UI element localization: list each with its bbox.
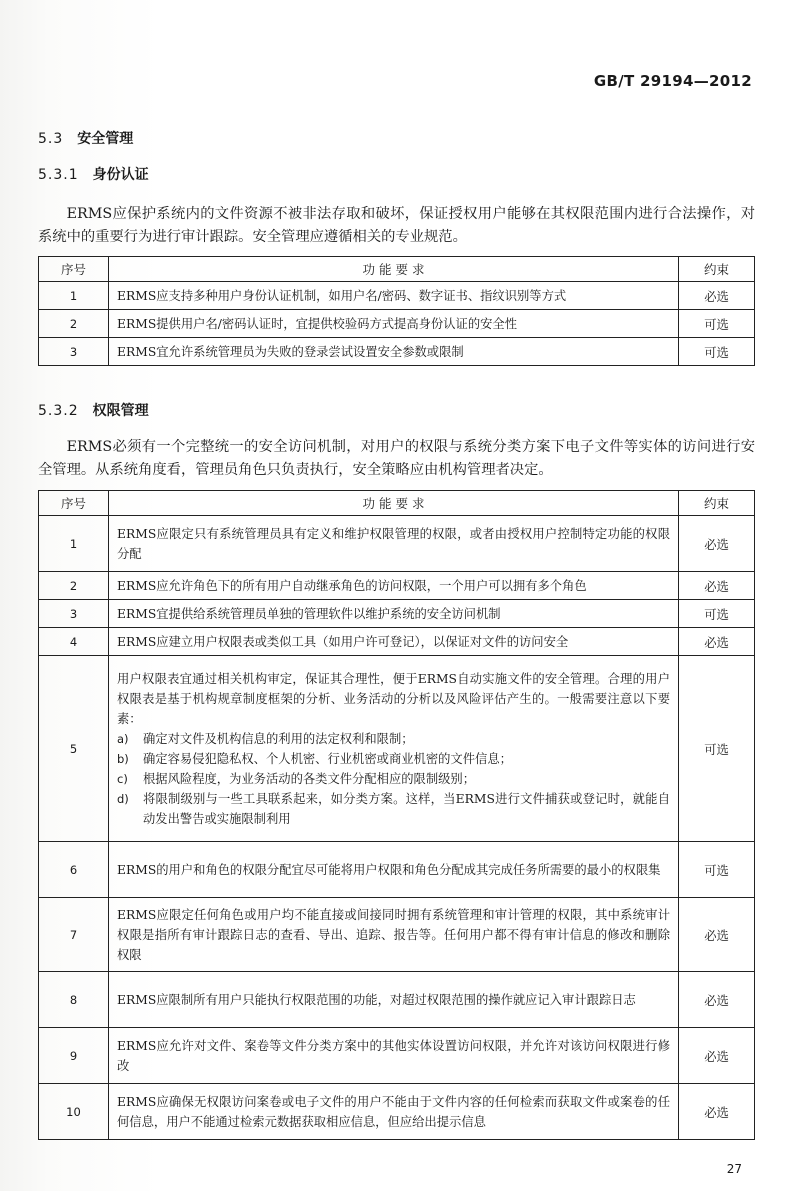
table-row (39, 972, 755, 1028)
row-constraint: 必选 (679, 572, 755, 600)
row-number: 2 (39, 310, 109, 338)
row-constraint: 必选 (679, 898, 755, 972)
section-intro-paragraph: ERMS必须有一个完整统一的安全访问机制，对用户的权限与系统分类方案下电子文件等实体的访问进行安全管理。从系统角度看，管理员角色只负责执行，安全策略应由机构管理者决定。 (38, 439, 755, 478)
row-constraint: 可选 (679, 600, 755, 628)
row-constraint: 必选 (679, 972, 755, 1028)
list-item (117, 749, 670, 769)
row-requirement: ERMS应允许对文件、案卷等文件分类方案中的其他实体设置访问权限，并允许对该访问权限进行修改 (109, 1028, 679, 1084)
column-header-constraint: 约束 (679, 491, 755, 516)
row-requirement: ERMS应建立用户权限表或类似工具（如用户许可登记），以保证对文件的访问安全 (109, 628, 679, 656)
standard-number: GB/T 29194—2012 (593, 72, 752, 90)
row-requirement-intro: 用户权限表宜通过相关机构审定，保证其合理性，便于ERMS自动实施文件的安全管理。合理的用户权限表是基于机构规章制度框架的分析、业务活动的分析以及风险评估产生的。一般需要注意以下要素： (117, 671, 670, 726)
row-constraint: 必选 (679, 282, 755, 310)
row-requirement: ERMS应限定任何角色或用户均不能直接或间接同时拥有系统管理和审计管理的权限，其中系统审计权限是指所有审计跟踪日志的查看、导出、追踪、报告等。任何用户都不得有审计信息的修改和删除权限 (109, 898, 679, 972)
section-heading-5-3 (38, 128, 133, 148)
section-heading-5-3-1 (38, 164, 149, 184)
list-marker: d) (117, 791, 129, 806)
section-number: 5.3.2 (38, 403, 79, 419)
table-row (39, 656, 755, 842)
list-marker: a) (117, 731, 129, 746)
column-header-requirement: 功 能 要 求 (109, 491, 679, 516)
row-number: 3 (39, 600, 109, 628)
row-constraint: 可选 (679, 656, 755, 842)
table-row (39, 572, 755, 600)
table-row (39, 628, 755, 656)
row-requirement: ERMS宜允许系统管理员为失败的登录尝试设置安全参数或限制 (109, 338, 679, 366)
table-header-row (39, 491, 755, 516)
list-marker: b) (117, 751, 129, 766)
row-constraint: 必选 (679, 1028, 755, 1084)
list-text: 确定容易侵犯隐私权、个人机密、行业机密或商业机密的文件信息； (143, 751, 512, 766)
table-row (39, 898, 755, 972)
list-item (117, 789, 670, 829)
row-number: 2 (39, 572, 109, 600)
list-text: 根据风险程度，为业务活动的各类文件分配相应的限制级别； (143, 771, 476, 786)
row-constraint: 可选 (679, 310, 755, 338)
section-intro-paragraph: ERMS应保护系统内的文件资源不被非法存取和破坏，保证授权用户能够在其权限范围内进行合法操作，对系统中的重要行为进行审计跟踪。安全管理应遵循相关的专业规范。 (38, 206, 755, 245)
section-title: 安全管理 (77, 131, 134, 147)
row-requirement: ERMS应限定只有系统管理员具有定义和维护权限管理的权限，或者由授权用户控制特定功能的权限分配 (109, 516, 679, 572)
row-constraint: 可选 (679, 842, 755, 898)
row-number: 8 (39, 972, 109, 1028)
list-item (117, 769, 670, 789)
row-number: 6 (39, 842, 109, 898)
row-number: 10 (39, 1084, 109, 1140)
row-number: 7 (39, 898, 109, 972)
table-row (39, 282, 755, 310)
section-number: 5.3.1 (38, 167, 79, 183)
row-constraint: 必选 (679, 516, 755, 572)
row-constraint: 必选 (679, 1084, 755, 1140)
table-row (39, 338, 755, 366)
table-row (39, 600, 755, 628)
table-row (39, 1028, 755, 1084)
list-item (117, 729, 670, 749)
row-requirement: ERMS应允许角色下的所有用户自动继承角色的访问权限，一个用户可以拥有多个角色 (109, 572, 679, 600)
row-constraint: 可选 (679, 338, 755, 366)
column-header-no: 序号 (39, 491, 109, 516)
row-number: 3 (39, 338, 109, 366)
table-row (39, 842, 755, 898)
row-constraint: 必选 (679, 628, 755, 656)
list-marker: c) (117, 771, 128, 786)
page-number: 27 (726, 1162, 742, 1176)
section-heading-5-3-2 (38, 400, 149, 420)
row-requirement: ERMS提供用户名/密码认证时，宜提供校验码方式提高身份认证的安全性 (109, 310, 679, 338)
list-text: 确定对文件及机构信息的利用的法定权利和限制； (143, 731, 414, 746)
table-header-row (39, 257, 755, 282)
row-requirement: ERMS宜提供给系统管理员单独的管理软件以维护系统的安全访问机制 (109, 600, 679, 628)
table-row (39, 1084, 755, 1140)
section-number: 5.3 (38, 131, 64, 147)
column-header-constraint: 约束 (679, 257, 755, 282)
requirements-table-identity (38, 256, 755, 366)
row-requirement: ERMS应支持多种用户身份认证机制，如用户名/密码、数字证书、指纹识别等方式 (109, 282, 679, 310)
row-number: 1 (39, 516, 109, 572)
section-title: 权限管理 (92, 403, 149, 419)
table-row (39, 310, 755, 338)
row-requirement: ERMS的用户和角色的权限分配宜尽可能将用户权限和角色分配成其完成任务所需要的最小的权限集 (109, 842, 679, 898)
column-header-requirement: 功 能 要 求 (109, 257, 679, 282)
row-number: 1 (39, 282, 109, 310)
row-requirement: ERMS应确保无权限访问案卷或电子文件的用户不能由于文件内容的任何检索而获取文件或案卷的任何信息，用户不能通过检索元数据获取相应信息，但应给出提示信息 (109, 1084, 679, 1140)
section-title: 身份认证 (92, 167, 149, 183)
row-number: 9 (39, 1028, 109, 1084)
row-requirement (109, 656, 679, 842)
row-requirement: ERMS应限制所有用户只能执行权限范围的功能，对超过权限范围的操作就应记入审计跟踪日志 (109, 972, 679, 1028)
row-number: 4 (39, 628, 109, 656)
table-row (39, 516, 755, 572)
row-number: 5 (39, 656, 109, 842)
requirements-table-permissions (38, 490, 755, 1140)
column-header-no: 序号 (39, 257, 109, 282)
list-text: 将限制级别与一些工具联系起来，如分类方案。这样，当ERMS进行文件捕获或登记时，就能自动发出警告或实施限制利用 (143, 791, 670, 826)
